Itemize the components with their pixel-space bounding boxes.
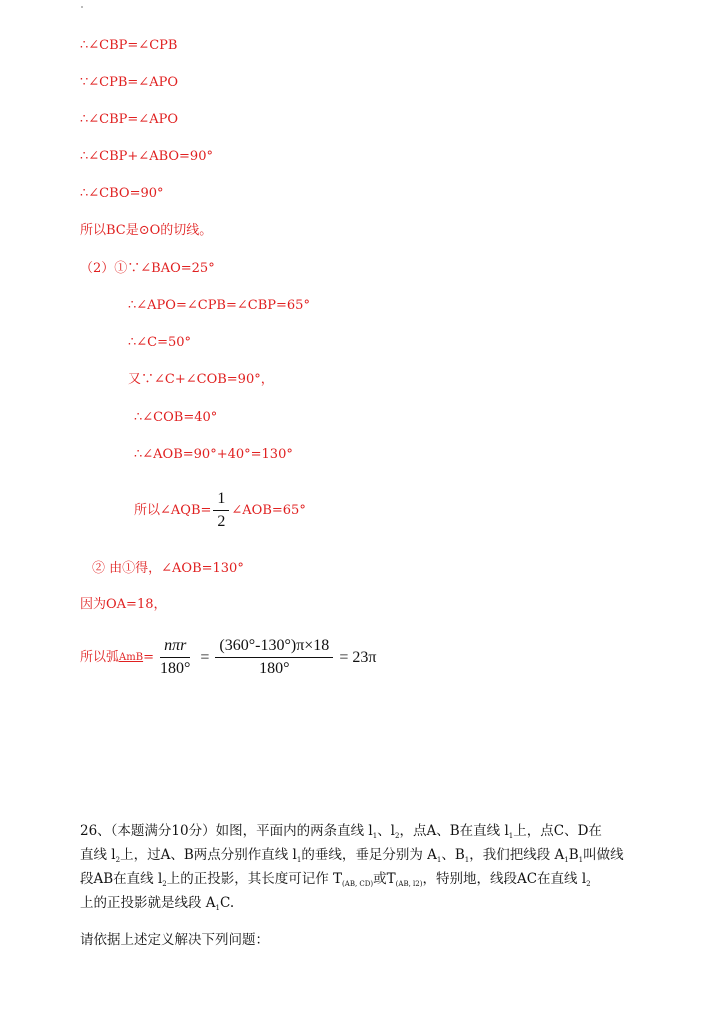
proof-line-4: ∴∠CBP+∠ABO=90° xyxy=(80,149,213,164)
equals-sign: = xyxy=(200,648,210,666)
problem26-line-4: 上的正投影就是线段 $A_1C$. xyxy=(80,895,235,912)
sub-question-2: ② 由①得，∠AOB=130° xyxy=(92,561,244,576)
half-numerator: 1 xyxy=(213,490,229,511)
part2-step-2: ∴∠C=50° xyxy=(128,335,192,350)
aqb-suffix: ∠AOB=65° xyxy=(231,502,306,518)
arc-length-equation xyxy=(80,637,376,678)
proof-line-3: ∴∠CBP=∠APO xyxy=(80,112,178,127)
oa-given: 因为OA=18， xyxy=(80,597,167,612)
arc-value-denominator: 180° xyxy=(259,660,290,677)
arc-prefix: 所以弧 xyxy=(80,649,120,665)
half-fraction xyxy=(213,490,229,531)
proof-line-1: ∴∠CBP=∠CPB xyxy=(80,38,178,53)
aqb-equation xyxy=(134,490,306,531)
problem26-line-1: 26、（本题满分10分）如图，平面内的两条直线 $l_1$、$l_2$，点A、B在直线 $l_1$上，点C、D在 xyxy=(80,823,602,840)
proof-line-2: ∵∠CPB=∠APO xyxy=(80,75,178,90)
problem26-instruction: 请依据上述定义解决下列问题： xyxy=(80,932,269,948)
problem26-line-2: 直线 $l_2$上，过A、B两点分别作直线 $l_1$的垂线，垂足分别为 $A_1$、$B_1$，我们把线段 $A_1B_1$叫做线 xyxy=(80,847,624,864)
arc-value-fraction xyxy=(215,637,333,678)
arc-result: = 23π xyxy=(339,648,377,666)
half-denominator: 2 xyxy=(217,513,226,530)
arc-formula-numerator: nπr xyxy=(160,637,190,658)
conclusion-tangent: 所以BC是⊙O的切线。 xyxy=(80,223,213,238)
part2-step-3: 又∵∠C+∠COB=90°， xyxy=(128,372,274,387)
arc-name: AmB xyxy=(119,651,144,663)
part2-step-5: ∴∠AOB=90°+40°=130° xyxy=(134,447,293,462)
part2-step-1: ∴∠APO=∠CPB=∠CBP=65° xyxy=(128,298,310,313)
problem26-line-3: 段AB在直线 $l_2$上的正投影，其长度可记作 $T_{(AB, CD)}$或$T_{(AB, l2)}$，特别地，线段AC在直线 $l_2$ xyxy=(80,871,591,888)
aqb-prefix: 所以∠AQB= xyxy=(134,502,212,518)
proof-line-5: ∴∠CBO=90° xyxy=(80,186,164,201)
part2-step-4: ∴∠COB=40° xyxy=(134,410,218,425)
arc-value-numerator: (360°-130°)π×18 xyxy=(215,637,333,658)
arc-equals: = xyxy=(143,649,154,665)
part2-header: （2）①∵∠BAO=25° xyxy=(80,261,215,276)
arc-formula-denominator: 180° xyxy=(159,660,191,677)
arc-formula-fraction xyxy=(156,637,194,678)
corner-mark xyxy=(81,6,83,8)
